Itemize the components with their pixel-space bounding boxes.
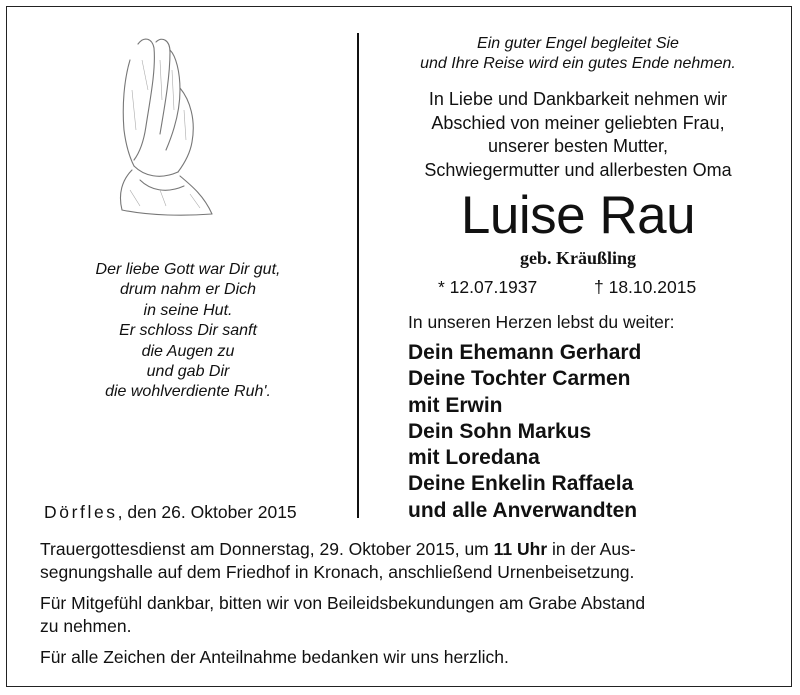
deceased-name: Luise Rau	[460, 186, 696, 245]
condolence-line: Für Mitgefühl dankbar, bitten wir von Beileidsbekundungen am Grabe Abstand	[40, 593, 646, 613]
mourner: Dein Sohn Markus	[408, 419, 592, 443]
praying-hands-icon	[100, 30, 220, 220]
intro-line: Abschied von meiner geliebten Frau,	[431, 112, 725, 133]
bottom-text	[40, 538, 780, 677]
birth-date: * 12.07.1937	[438, 277, 538, 297]
mourner: mit Loredana	[408, 446, 540, 470]
service-text: in der Aus-	[547, 539, 636, 559]
poem-line: die wohlverdiente Ruh'.	[105, 383, 271, 401]
death-date: † 18.10.2015	[594, 277, 697, 297]
maiden-name: geb. Kräußling	[519, 248, 637, 268]
quote-line: Ein guter Engel begleitet Sie	[477, 35, 679, 52]
condolence-line: zu nehmen.	[40, 616, 132, 636]
service-info	[40, 538, 780, 584]
condolence-note	[40, 592, 780, 638]
poem-line: in seine Hut.	[143, 301, 233, 319]
quote-line: und Ihre Reise wird ein gutes Ende nehmen.	[420, 55, 736, 72]
place-date	[44, 502, 297, 523]
date-line: , den 26. Oktober 2015	[117, 502, 297, 522]
poem-line: drum nahm er Dich	[119, 281, 257, 299]
column-divider	[357, 33, 359, 518]
quote	[378, 34, 778, 74]
mourner: und alle Anverwandten	[408, 498, 638, 522]
thanks-note: Für alle Zeichen der Anteilnahme bedanken wir uns herzlich.	[40, 647, 509, 667]
mourner: mit Erwin	[408, 393, 503, 417]
service-time: 11 Uhr	[493, 539, 548, 559]
intro-line: Schwiegermutter und allerbesten Oma	[424, 159, 732, 180]
place: Dörfles	[44, 502, 118, 522]
poem-line: die Augen zu	[141, 342, 235, 360]
mourner: Dein Ehemann Gerhard	[408, 341, 642, 364]
poem-line: Der liebe Gott war Dir gut,	[95, 261, 281, 278]
service-text: segnungshalle auf dem Friedhof in Kronach, anschließend Urnenbeisetzung.	[40, 562, 635, 582]
intro-line: In Liebe und Dankbarkeit nehmen wir	[428, 89, 728, 109]
poem	[20, 260, 356, 403]
mourner: Deine Enkelin Raffaela	[408, 472, 634, 496]
service-text: Trauergottesdienst am Donnerstag, 29. Oktober 2015, um	[40, 539, 494, 559]
poem-line: Er schloss Dir sanft	[119, 322, 257, 340]
poem-line: und gab Dir	[146, 363, 230, 381]
hearts-line: In unseren Herzen lebst du weiter:	[408, 312, 675, 332]
mourners-list	[408, 340, 641, 524]
mourner: Deine Tochter Carmen	[408, 367, 631, 391]
intro-line: unserer besten Mutter,	[487, 136, 669, 156]
intro-text	[378, 88, 778, 182]
